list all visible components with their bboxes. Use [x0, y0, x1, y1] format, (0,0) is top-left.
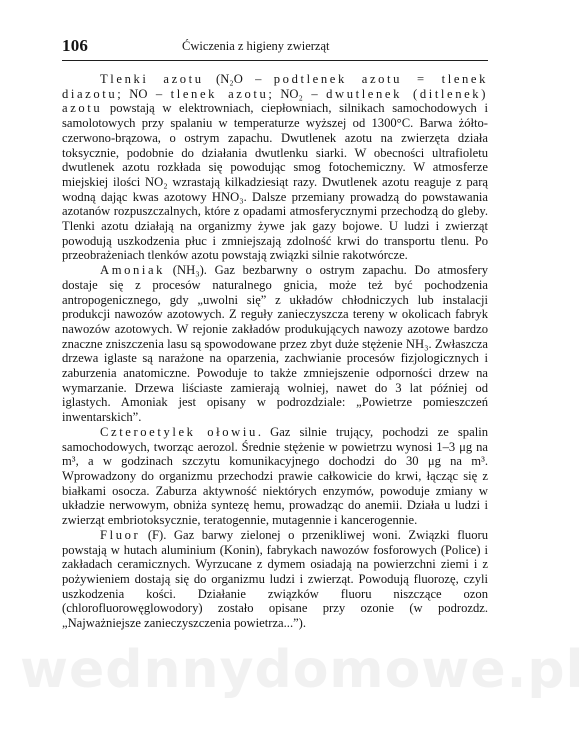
formula-no: ; NO –	[117, 86, 171, 101]
formula-n2o: (N₂O –	[203, 72, 274, 86]
paragraph-text: (F). Gaz barwy zielonej o przenikliwej woni. Związki fluoru powstają w hutach aluminium (Konin), fabrykach nawozów fosforowych (Police) i zakładach ceramicznych. Wyrzucane z dymem osiadają na powierzchni ziemi i z pożywieniem dostają się do organizmu ludzi i zwierząt. Powodują fluorozę, czyli uszkodzenia kości. Działanie związków fluoru niszczące ozon (chlorofluorowęglowodory) zostało opisane przy ozonie (w podrozdz. „Najważniejsze zanieczyszczenia powietrza...”).	[62, 527, 488, 631]
paragraph-text: (NH₃). Gaz bezbarwny o ostrym zapachu. Do atmosfery dostaje się z procesów naturalnego gnicia, może też być pochodzenia antropogenicznego, gdy „uwolni się” z układów chłodniczych lub instalacji produkcji nawozów azotowych. Z reguły zanieczyszcza tereny w okolicach fabryk nawozów azotowych. W rejonie zakładów produkujących nawozy azotowe bardzo znaczne zniszczenia lasu są spowodowane przez zbyt duże stężenie NH₃. Zwłaszcza drzewa iglaste są narażone na oparzenia, zachwianie procesów fizjologicznych i zaburzenia anatomiczne. Powoduje to także zmniejszenie odporności drzew na wymarzanie. Drzewa liściaste zamierają wolniej, nawet do 3 lat później od iglastych. Amoniak jest opisany w podrozdziale: „Powietrze pomieszczeń inwentarskich”.	[62, 263, 488, 425]
watermark: wednnydomowe.pl	[20, 640, 584, 700]
running-head	[62, 36, 488, 58]
header-rule	[62, 60, 488, 61]
term-nitrogen-oxides: Tlenki azotu	[100, 72, 204, 86]
body-text	[62, 72, 488, 631]
paragraph-text: powstają w elektrowniach, ciepłowniach, silnikach samochodowych i samolotowych przy spalaniu w temperaturze wyższej od 1300°C. Barwa żółto-czerwono-brązowa, o ostrym zapachu. Dwutlenek azotu na zwierzęta działa toksycznie, podobnie do działania dwutlenku siarki. W obecności ultrafioletu dwutlenek azotu rozkłada się powodując smog fotochemiczny. W atmosferze miejskiej ilości NO₂ wzrastają kilkadziesiąt razy. Dwutlenek azotu reaguje z parą wodną dając kwas azotowy HNO₃. Dalsze przemiany prowadzą do powstawania azotanów rozpuszczalnych, które z opadami atmosferycznymi przechodzą do gleby. Tlenki azotu działają na organizmy żywe jak gazy bojowe. U ludzi i zwierząt powodują uszkodzenia płuc i zmniejszają zdolność krwi do transportu tlenu. Po przeobrażeniach tlenków azotu powstają związki silnie rakotwórcze.	[62, 101, 488, 263]
term-fluorine: Fluor	[100, 527, 141, 542]
paragraph-tetraethyl-lead	[62, 425, 488, 528]
paragraph-nitrogen-oxides	[62, 72, 488, 263]
running-title: Ćwiczenia z higieny zwierząt	[182, 39, 330, 53]
term-tetraethyl-lead: Czteroetylek ołowiu	[100, 424, 258, 439]
page-number: 106	[62, 36, 89, 55]
paragraph-ammonia	[62, 263, 488, 425]
paragraph-text: . Gaz silnie trujący, pochodzi ze spalin samochodowych, tworząc aerozol. Średnie stężenie w powietrzu wynosi 1–3 μg na m³, a w godzinach szczytu komunikacyjnego dochodzi do 30 μg na m³. Wprowadzony do organizmu przechodzi prawie całkowicie do krwi, łącząc się z białkami osocza. Zaburza aktywność niektórych enzymów, powoduje zmiany w układzie nerwowym, obniża syntezę hemu, prowadząc do anemii. Działa u ludzi i zwierząt embriotoksycznie, teratogennie, mutagennie i kancerogennie.	[62, 424, 488, 528]
term-nitric-oxide: tlenek azotu	[170, 86, 269, 101]
term-ammonia: Amoniak	[100, 263, 166, 278]
paragraph-fluorine	[62, 528, 488, 631]
term-nitrogen-dioxide: dwutlenek (ditlenek) azotu	[62, 86, 488, 116]
formula-no2: ; NO₂ –	[268, 86, 327, 101]
term-nitrous-oxide: podtlenek azotu = tlenek diazotu	[62, 72, 488, 101]
